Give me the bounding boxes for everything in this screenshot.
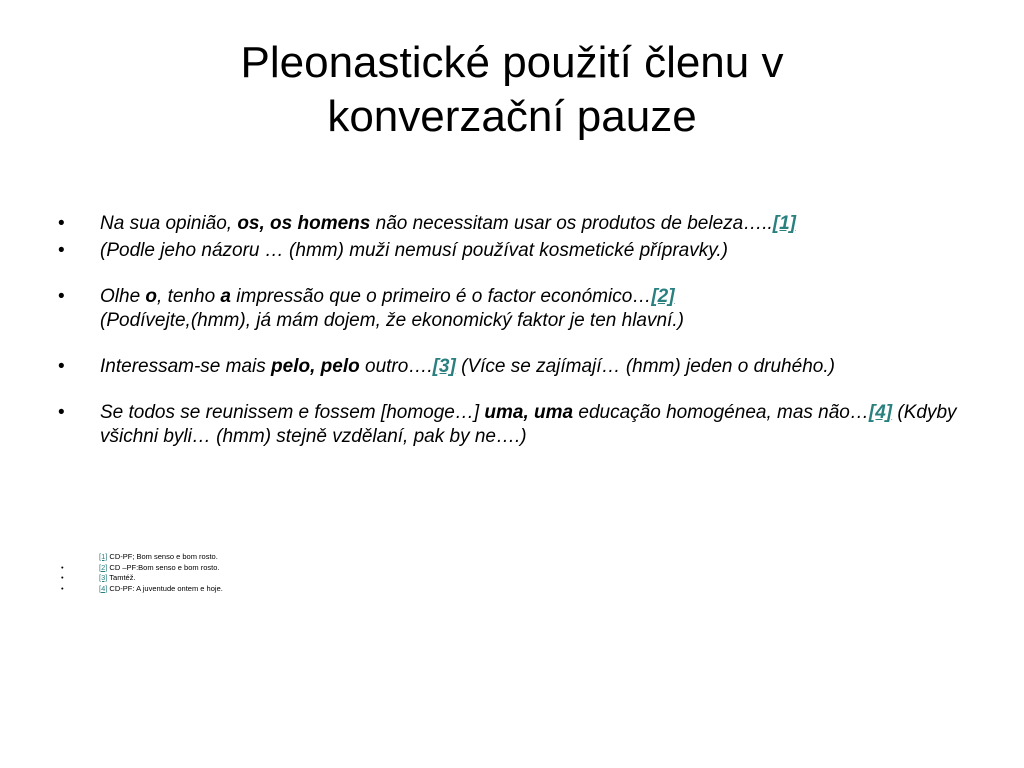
bullet-item-1 — [58, 212, 978, 236]
bullet-item-4 — [58, 355, 978, 379]
bullet-text: Interessam-se mais — [100, 356, 272, 377]
bullet-text: , tenho — [157, 286, 221, 307]
footnote-item-3 — [58, 573, 458, 584]
footnote-link-3[interactable]: [3] — [432, 356, 456, 377]
footnote-text: CD-PF; Bom senso e bom rosto. — [107, 552, 218, 561]
footnote-text: Tamtéž. — [107, 573, 136, 582]
bullet-bold-text: o — [145, 286, 158, 307]
footnote-text: CD-PF: A juventude ontem e hoje. — [107, 583, 223, 593]
footnote-marker: • — [61, 562, 64, 572]
footnote-text: CD –PF:Bom senso e bom rosto. — [107, 562, 220, 572]
title-line-2: konverzační pauze — [327, 92, 697, 141]
bullet-text: outro…. — [359, 356, 433, 377]
slide-title — [100, 36, 924, 144]
footnote-list — [58, 552, 458, 594]
bullet-marker: • — [58, 213, 65, 234]
footnote-link-4[interactable]: [4] — [868, 402, 893, 423]
footnote-anchor-4[interactable]: [4] — [99, 583, 108, 593]
bullet-translation: (Kdyby všichni byli… (hmm) stejně vzdělaní, pak by ne….) — [100, 402, 957, 447]
bullet-text: Se todos se reunissem e fossem [homoge…] — [100, 402, 485, 423]
footnote-item-2 — [58, 563, 458, 574]
bullet-marker: • — [58, 402, 65, 423]
footnote-marker: • — [61, 583, 64, 593]
bullet-marker: • — [58, 286, 65, 307]
bullet-translation: (Více se zajímají… (hmm) jeden o druhého.) — [455, 356, 835, 377]
bullet-bold-text: a — [220, 286, 231, 307]
bullet-text: não necessitam usar os produtos de beleza….. — [370, 213, 773, 234]
bullet-marker: • — [58, 240, 65, 261]
footnote-anchor-2[interactable]: [2] — [99, 562, 108, 572]
footnote-anchor-3[interactable]: [3] — [99, 573, 108, 582]
bullet-text: (Podle jeho názoru … (hmm) muži nemusí používat kosmetické přípravky.) — [100, 240, 728, 261]
bullet-item-5 — [58, 401, 978, 449]
bullet-list — [58, 212, 978, 449]
title-line-1: Pleonastické použití členu v — [240, 38, 784, 87]
bullet-text: impressão que o primeiro é o factor económico… — [231, 286, 652, 307]
bullet-text: educação homogénea, mas não… — [573, 402, 869, 423]
bullet-translation: (Podívejte,(hmm), já mám dojem, že ekonomický faktor je ten hlavní.) — [100, 310, 684, 331]
bullet-text: Olhe — [100, 286, 146, 307]
bullet-bold-text: os, os homens — [237, 213, 371, 234]
bullet-item-2 — [58, 239, 978, 263]
footnote-marker: • — [61, 573, 64, 582]
footnote-anchor-1[interactable]: [1] — [99, 552, 108, 561]
bullet-text: Na sua opinião, — [100, 213, 238, 234]
footnote-item-4 — [58, 584, 458, 595]
bullet-bold-text: pelo, pelo — [271, 356, 360, 377]
footnote-link-1[interactable]: [1] — [772, 213, 796, 234]
footnote-link-2[interactable]: [2] — [651, 286, 675, 307]
footnote-item-1 — [58, 552, 458, 563]
bullet-bold-text: uma, uma — [484, 402, 574, 423]
bullet-item-3 — [58, 285, 978, 333]
bullet-marker: • — [58, 356, 65, 377]
